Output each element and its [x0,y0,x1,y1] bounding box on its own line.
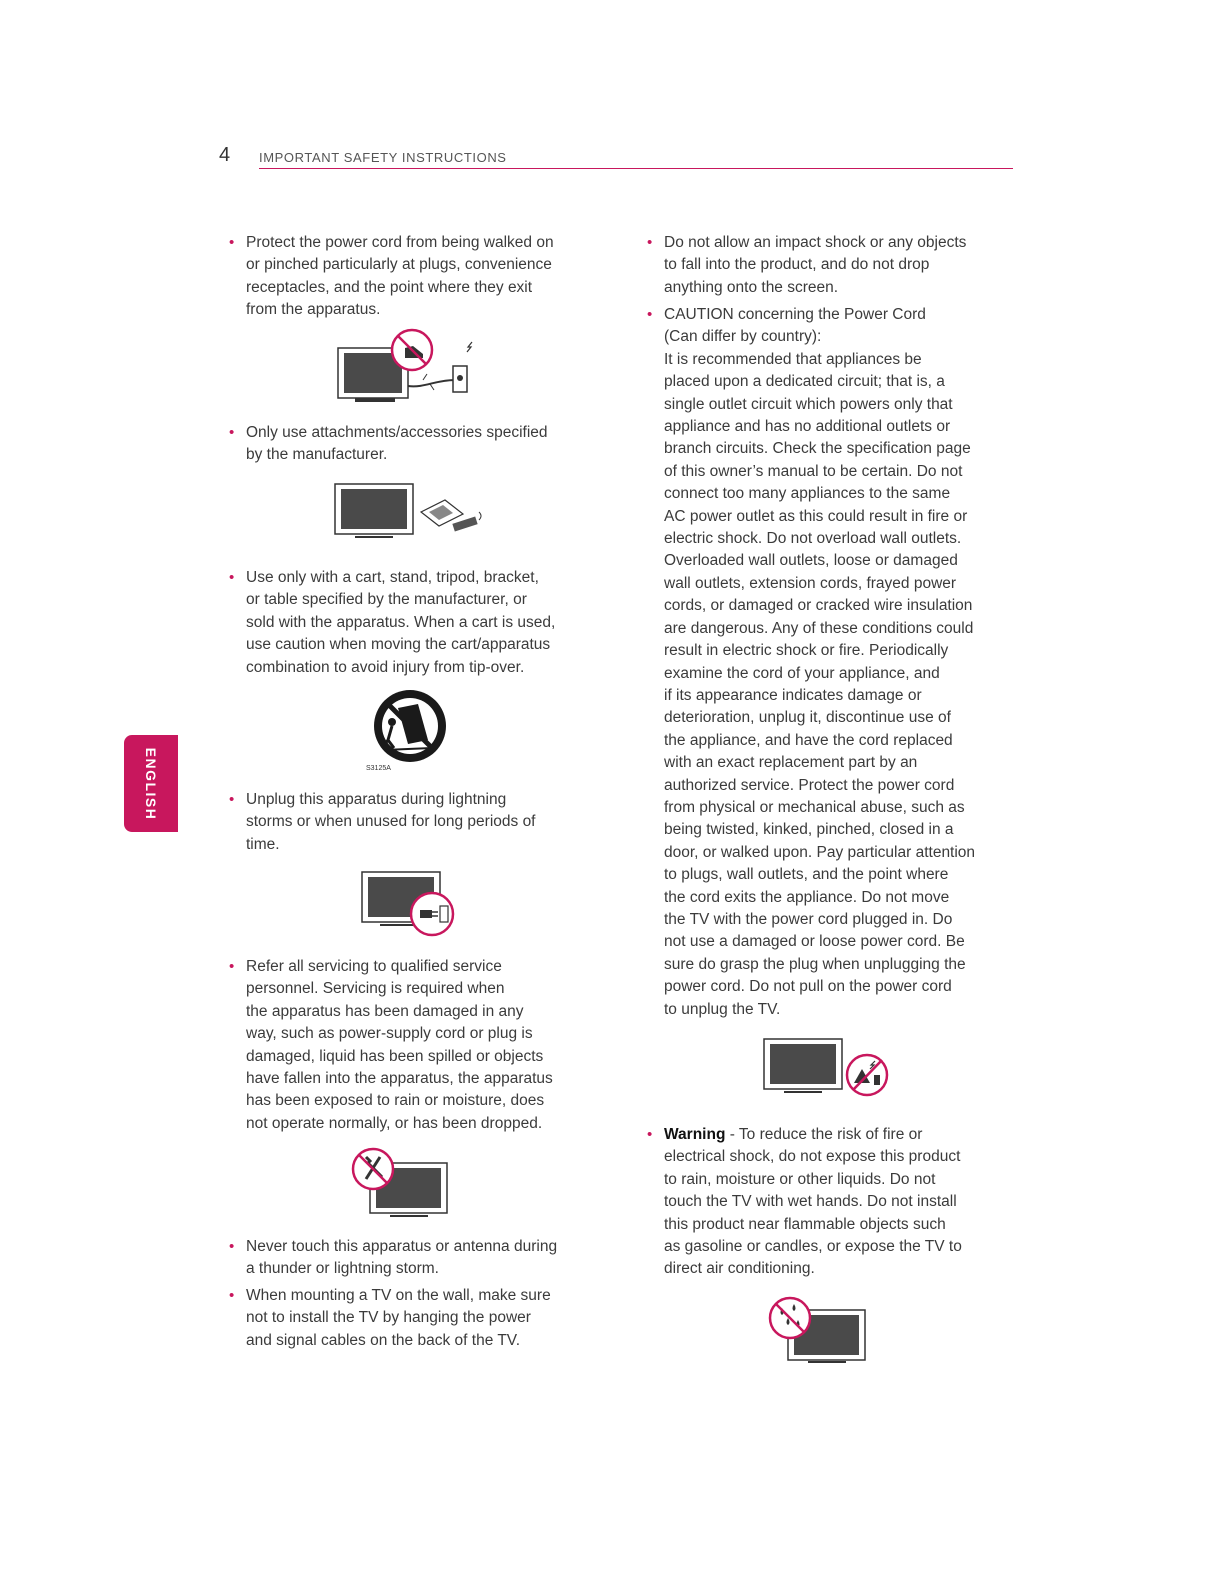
cart-tip-over-warning-icon [362,688,457,772]
list-item [229,956,599,1135]
bullet-icon: • [647,234,653,251]
list-item [647,1124,1017,1281]
no-self-service-illustration [350,1147,450,1219]
list-item [647,232,1017,299]
list-item [229,789,599,856]
bullet-icon: • [229,569,235,586]
instruction-text: Unplug this apparatus during lightning storms or when unused for long periods of time. [246,791,536,853]
bullet-icon: • [229,1238,235,1255]
instruction-text: Only use attachments/accessories specified by the manufacturer. [246,424,548,464]
list-item [229,422,599,467]
bullet-icon: • [229,1287,235,1304]
language-tab-label: ENGLISH [143,747,159,820]
instruction-text: Do not allow an impact shock or any objects to fall into the product, and do not drop anything onto the screen. [664,234,967,296]
warning-label: Warning [664,1126,726,1143]
no-water-illustration [768,1296,868,1364]
header-divider [259,168,1013,169]
bullet-icon: • [647,1126,653,1143]
power-cord-illustration [762,1037,892,1099]
instruction-text: Refer all servicing to qualified service personnel. Servicing is required when the apparatus has been damaged in any way, such as power-supply cord or plug is damaged, liquid has been spilled or objects have fallen into the apparatus, the apparatus has been exposed to rain or moisture, does not operate normally, or has been dropped. [246,958,553,1132]
bullet-icon: • [229,791,235,808]
accessories-illustration [333,482,488,540]
instruction-text: Protect the power cord from being walked on or pinched particularly at plugs, convenience receptacles, and the point where they exit from the apparatus. [246,234,554,319]
list-item [647,304,1017,1021]
unplug-illustration [360,870,456,940]
power-cord-walk-illustration [335,328,485,404]
list-item [229,1236,599,1281]
instruction-text: CAUTION concerning the Power Cord (Can differ by country): It is recommended that appliances be placed upon a dedicated circuit; that is, a single outlet circuit which powers only that appliance and has no additional outlets or branch circuits. Check the specification page of this owner’s manual to be certain. Do not connect too many appliances to the same AC power outlet as this could result in fire or electric shock. Do not overload wall outlets. Overloaded wall outlets, loose or damaged wall outlets, extension cords, frayed power cords, or damaged or cracked wire insulation are dangerous. Any of these conditions could result in electric shock or fire. Periodically examine the cord of your appliance, and if its appearance indicates damage or deterioration, unplug it, discontinue use of the appliance, and have the cord replaced with an exact replacement part by an authorized service. Protect the power cord from physical or mechanical abuse, such as being twisted, kinked, pinched, closed in a door, or walked upon. Pay particular attention to plugs, wall outlets, and the point where the cord exits the appliance. Do not move the TV with the power cord plugged in. Do not use a damaged or loose power cord. Be sure do grasp the plug when unplugging the power cord. Do not pull on the power cord to unplug the TV. [664,306,976,1018]
language-tab [124,735,178,832]
bullet-icon: • [647,306,653,323]
bullet-icon: • [229,234,235,251]
instruction-text: Use only with a cart, stand, tripod, bracket, or table specified by the manufacturer, or sold with the apparatus. When a cart is used, use caution when moving the cart/apparatus combination to avoid injury from tip-over. [246,569,556,676]
bullet-icon: • [229,958,235,975]
instruction-text [664,1124,1017,1281]
list-item [229,567,599,679]
cart-icon-code: S3125A [366,765,391,772]
instruction-text: When mounting a TV on the wall, make sure not to install the TV by hanging the power and signal cables on the back of the TV. [246,1287,551,1349]
list-item [229,232,599,322]
page-number: 4 [219,144,231,166]
section-title: IMPORTANT SAFETY INSTRUCTIONS [259,150,507,165]
list-item [229,1285,599,1352]
warning-text: - To reduce the risk of fire or electrical shock, do not expose this product to rain, moisture or other liquids. Do not touch the TV with wet hands. Do not install this product near flammable objects such as gasoline or candles, or expose the TV to direct air conditioning. [664,1126,962,1278]
bullet-icon: • [229,424,235,441]
instruction-text: Never touch this apparatus or antenna during a thunder or lightning storm. [246,1238,558,1278]
